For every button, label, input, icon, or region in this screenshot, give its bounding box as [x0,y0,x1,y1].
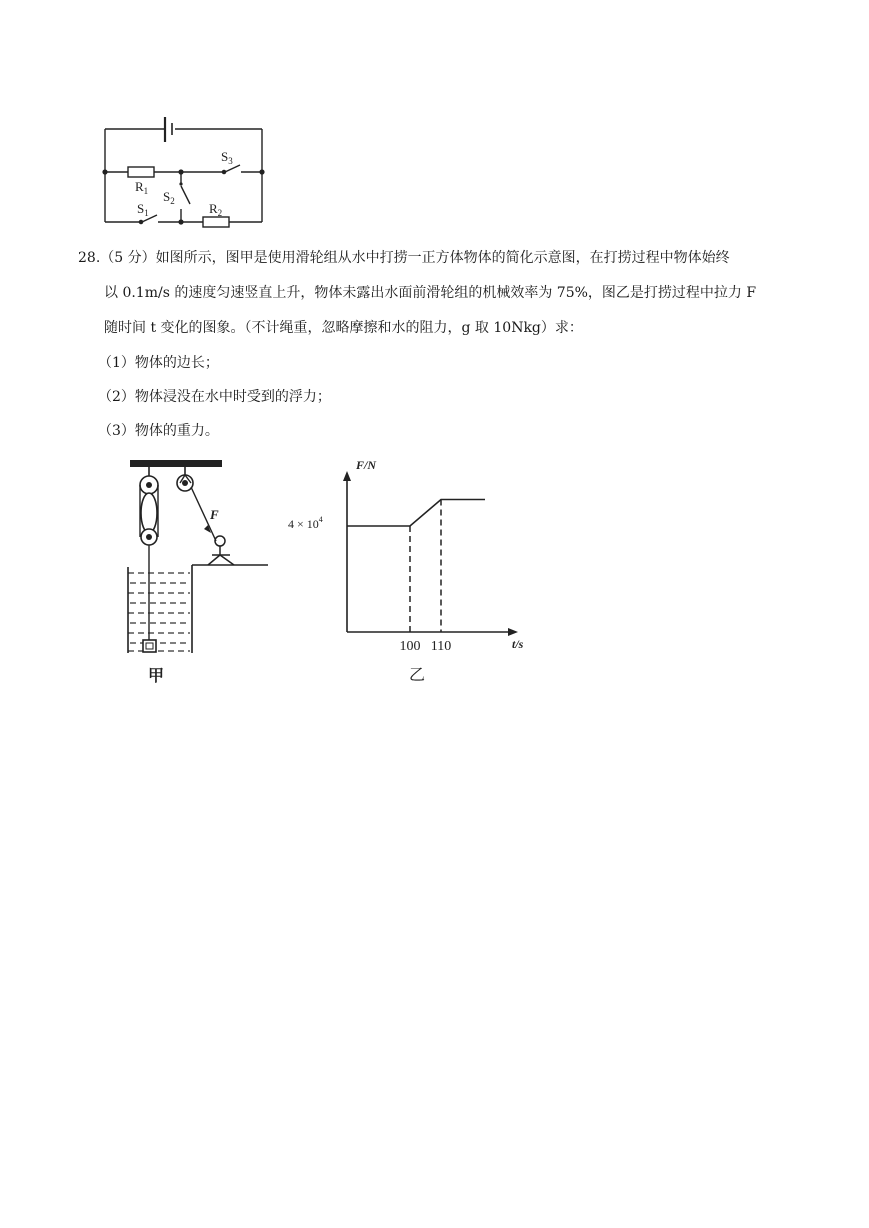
switch-s2 [181,186,190,204]
sub-question-2: （2）物体浸没在水中时受到的浮力； [98,389,331,405]
label-s1: $S_1$ [137,201,149,218]
force-series-line [347,500,485,527]
question-line-3: 随时间 t 变化的图象。（不计绳重，忽略摩擦和水的阻力，g 取 10Nkg）求： [104,320,583,336]
question-line-1 [78,248,730,268]
submerged-cube [143,640,156,652]
x-axis-arrow [508,628,518,636]
resistor-r2 [203,217,229,227]
question-number: 28. [78,250,101,266]
figure-a-caption: 甲 [147,668,165,685]
x-axis-label: t/s [512,637,524,651]
junction-dot [178,219,183,224]
question-text: （5 分）如图所示，图甲是使用滑轮组从水中打捞一正方体物体的简化示意图，在打捞过程中物体始终 [100,250,730,266]
ceiling-beam [130,460,222,467]
question-line-2: 以 0.1m/s 的速度匀速竖直上升，物体未露出水面前滑轮组的机械效率为 75%，图乙是打捞过程中拉力 F [104,285,757,301]
junction-dot [102,169,107,174]
force-label: F [210,507,219,522]
water-body [128,573,190,651]
switch-s2-pivot [179,182,182,185]
pulley-block-body [141,493,157,533]
worker-figure [208,536,234,565]
sub-question-1: （1）物体的边长； [98,355,219,371]
label-s3: $S_3$ [221,149,233,166]
switch-s3 [225,165,240,172]
label-r1: $R_1$ [135,179,149,196]
resistor-r1 [128,167,154,177]
sub-question-3: （3）物体的重力。 [98,423,219,439]
figure-b-caption: 乙 [408,667,426,684]
y-tick-label: $4 \times 10^4$ [288,515,323,531]
circuit-diagram [95,112,275,232]
label-r2: $R_2$ [209,201,223,218]
y-axis-label: F/N [356,458,377,472]
junction-dot [259,169,264,174]
junction-dot [178,169,183,174]
pulley-figure [120,455,280,685]
x-tick-label-100: 100 [399,639,421,654]
label-s2: $S_2$ [163,189,175,206]
y-axis-arrow [343,471,351,481]
x-tick-label-110: 110 [430,639,452,654]
force-time-chart [280,455,540,690]
